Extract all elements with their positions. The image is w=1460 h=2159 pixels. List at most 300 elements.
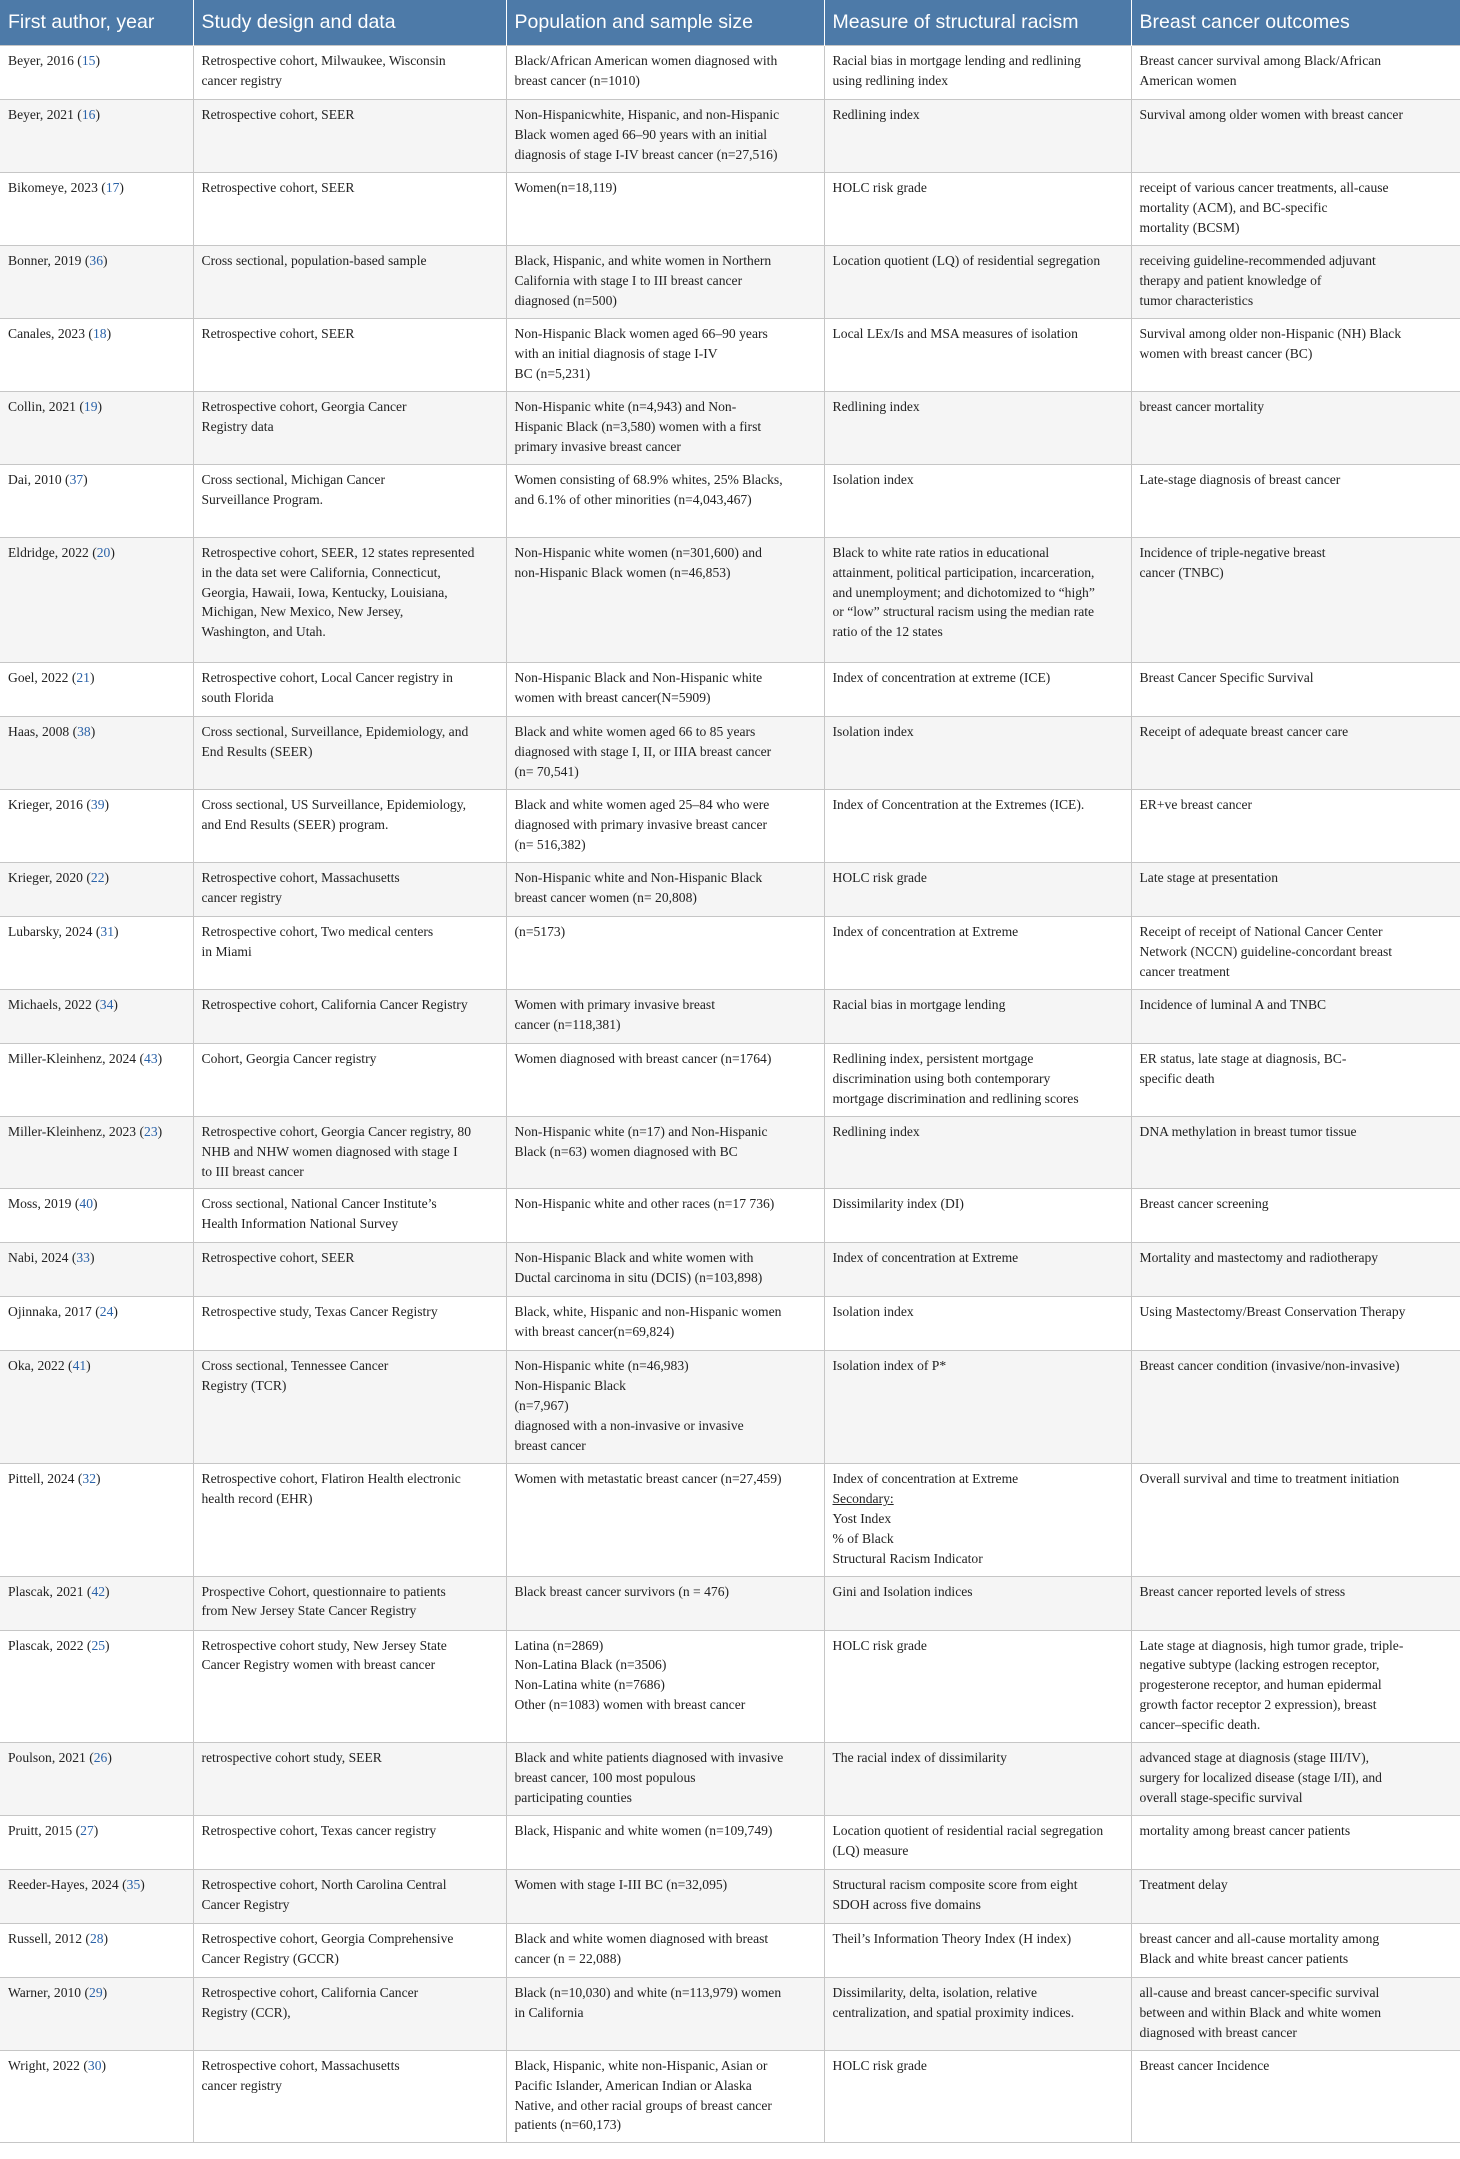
cell-author: Warner, 2010 (29): [0, 1977, 193, 2050]
population-line: Women diagnosed with breast cancer (n=1764): [514, 1050, 772, 1066]
cell-measure: [824, 1189, 1131, 1243]
population-line: Non-Hispanic white women (n=301,600) and: [514, 544, 762, 560]
reference-link[interactable]: 43: [144, 1050, 158, 1066]
design-line: Cross sectional, Surveillance, Epidemiology, and: [201, 723, 469, 739]
design-line: Retrospective cohort, Massachusetts: [201, 2057, 400, 2073]
table-row: [0, 1815, 1460, 1869]
measure-line: Dissimilarity, delta, isolation, relative: [832, 1984, 1037, 2000]
population-line: Black women aged 66–90 years with an initial: [514, 126, 768, 142]
cell-population: [506, 1243, 824, 1297]
cell-measure: [824, 1463, 1131, 1576]
measure-line: Index of concentration at Extreme: [832, 1470, 1019, 1486]
table-row: [0, 916, 1460, 989]
reference-link[interactable]: 38: [77, 723, 91, 739]
table-row: [0, 245, 1460, 318]
cell-population: [506, 1463, 824, 1576]
design-line: Georgia, Hawaii, Iowa, Kentucky, Louisiana,: [201, 584, 448, 600]
cell-measure: [824, 1043, 1131, 1116]
table-row: [0, 172, 1460, 245]
cell-population: [506, 537, 824, 662]
design-line: Cancer Registry women with breast cancer: [201, 1657, 436, 1673]
author-year: Plascak, 2021: [8, 1583, 84, 1599]
cell-population: [506, 716, 824, 789]
author-year: Collin, 2021: [8, 398, 76, 414]
reference-link[interactable]: 29: [89, 1984, 103, 2000]
cell-outcome: [1131, 245, 1460, 318]
measure-line: attainment, political participation, incarceration,: [832, 564, 1095, 580]
cell-design: [193, 1815, 506, 1869]
cell-measure: [824, 1743, 1131, 1816]
cell-measure: [824, 662, 1131, 716]
outcome-line: diagnosed with breast cancer: [1139, 2024, 1297, 2040]
design-line: Retrospective cohort, SEER: [201, 325, 355, 341]
cell-measure: [824, 1351, 1131, 1464]
population-line: in California: [514, 2004, 584, 2020]
author-year: Reeder-Hayes, 2024: [8, 1876, 119, 1892]
outcome-line: Survival among older women with breast cancer: [1139, 107, 1403, 122]
outcome-line: Breast cancer screening: [1139, 1196, 1269, 1212]
reference-link[interactable]: 31: [100, 923, 114, 939]
population-line: BC (n=5,231): [514, 365, 591, 381]
population-line: (n= 516,382): [514, 836, 586, 852]
cell-design: [193, 46, 506, 100]
outcome-line: Survival among older non-Hispanic (NH) Black: [1139, 325, 1402, 341]
cell-population: [506, 245, 824, 318]
population-line: Non-Hispanic white (n=17) and Non-Hispanic: [514, 1123, 768, 1139]
population-line: Black and white women aged 66 to 85 years: [514, 723, 756, 739]
population-line: Ductal carcinoma in situ (DCIS) (n=103,898): [514, 1270, 763, 1286]
population-line: breast cancer women (n= 20,808): [514, 889, 697, 905]
reference-link[interactable]: 17: [105, 179, 120, 195]
reference-link[interactable]: 42: [91, 1583, 106, 1599]
cell-population: [506, 1815, 824, 1869]
design-line: Retrospective cohort, California Cancer: [201, 1984, 419, 2000]
author-year: Moss, 2019: [8, 1196, 72, 1212]
design-line: Washington, and Utah.: [201, 624, 326, 640]
outcome-line: all-cause and breast cancer-specific survival: [1139, 1984, 1380, 2000]
header-population: Population and sample size: [506, 0, 824, 46]
population-line: Non-Latina white (n=7686): [514, 1677, 665, 1693]
reference-link[interactable]: 15: [81, 53, 96, 68]
design-line: End Results (SEER): [201, 743, 313, 759]
outcome-line: cancer treatment: [1139, 963, 1230, 979]
population-line: (n= 70,541): [514, 763, 579, 779]
design-line: Cohort, Georgia Cancer registry: [201, 1050, 377, 1066]
header-outcome: Breast cancer outcomes: [1131, 0, 1460, 46]
outcome-line: ER status, late stage at diagnosis, BC-: [1139, 1050, 1347, 1066]
cell-design: [193, 1043, 506, 1116]
author-year: Beyer, 2021: [8, 107, 74, 122]
measure-line: Isolation index: [832, 723, 914, 739]
outcome-line: tumor characteristics: [1139, 292, 1254, 308]
author-year: Plascak, 2022: [8, 1637, 84, 1653]
author-year: Miller-Kleinhenz, 2023: [8, 1123, 137, 1139]
cell-outcome: [1131, 1463, 1460, 1576]
measure-line: Index of concentration at extreme (ICE): [832, 669, 1051, 685]
cell-outcome: [1131, 537, 1460, 662]
population-line: Black, white, Hispanic and non-Hispanic women: [514, 1304, 782, 1320]
design-line: in the data set were California, Connecticut,: [201, 564, 441, 580]
design-line: Cross sectional, population-based sample: [201, 252, 427, 268]
reference-link[interactable]: 20: [96, 544, 111, 560]
outcome-line: overall stage-specific survival: [1139, 1789, 1303, 1805]
cell-outcome: [1131, 100, 1460, 173]
table-row: [0, 1869, 1460, 1923]
cell-design: [193, 1351, 506, 1464]
measure-line: Redlining index: [832, 398, 920, 414]
design-line: health record (EHR): [201, 1490, 313, 1506]
cell-measure: [824, 989, 1131, 1043]
table-row: [0, 989, 1460, 1043]
cell-design: [193, 172, 506, 245]
population-line: Women with stage I-III BC (n=32,095): [514, 1876, 728, 1892]
measure-line: Index of concentration at Extreme: [832, 1250, 1019, 1266]
population-line: with an initial diagnosis of stage I-IV: [514, 345, 718, 361]
cell-outcome: [1131, 789, 1460, 862]
cell-outcome: [1131, 1869, 1460, 1923]
cell-population: [506, 1977, 824, 2050]
design-line: retrospective cohort study, SEER: [201, 1750, 382, 1766]
header-measure: Measure of structural racism: [824, 0, 1131, 46]
cell-author: Plascak, 2021 (42): [0, 1576, 193, 1630]
measure-line: HOLC risk grade: [832, 2057, 927, 2073]
reference-link[interactable]: 27: [80, 1822, 94, 1838]
cell-outcome: [1131, 318, 1460, 391]
design-line: Retrospective cohort, Local Cancer registry in: [201, 669, 453, 685]
outcome-line: Network (NCCN) guideline-concordant breast: [1139, 943, 1393, 959]
table-row: [0, 662, 1460, 716]
reference-link[interactable]: 16: [81, 107, 96, 122]
outcome-line: Breast cancer Incidence: [1139, 2057, 1270, 2073]
cell-outcome: [1131, 1351, 1460, 1464]
reference-link[interactable]: 32: [82, 1470, 96, 1486]
population-line: diagnosis of stage I-IV breast cancer (n=27,516): [514, 146, 778, 162]
author-year: Bonner, 2019: [8, 252, 82, 268]
population-line: (n=7,967): [514, 1398, 569, 1414]
table-row: [0, 789, 1460, 862]
cell-design: [193, 537, 506, 662]
outcome-line: progesterone receptor, and human epidermal: [1139, 1677, 1382, 1693]
cell-measure: [824, 2050, 1131, 2143]
cell-author: Krieger, 2020 (22): [0, 862, 193, 916]
design-line: and End Results (SEER) program.: [201, 816, 389, 832]
design-line: Retrospective cohort, SEER: [201, 107, 355, 122]
cell-population: [506, 1576, 824, 1630]
reference-link[interactable]: 24: [99, 1304, 114, 1320]
cell-measure: [824, 1630, 1131, 1743]
cell-outcome: [1131, 172, 1460, 245]
table-row: [0, 1576, 1460, 1630]
measure-line: Index of Concentration at the Extremes (ICE).: [832, 796, 1085, 812]
cell-population: [506, 2050, 824, 2143]
cell-author: Poulson, 2021 (26): [0, 1743, 193, 1816]
table-row: [0, 716, 1460, 789]
population-line: primary invasive breast cancer: [514, 438, 681, 454]
cell-design: [193, 916, 506, 989]
header-design: Study design and data: [193, 0, 506, 46]
cell-measure: [824, 789, 1131, 862]
cell-population: [506, 1743, 824, 1816]
cell-design: [193, 789, 506, 862]
population-line: and 6.1% of other minorities (n=4,043,467): [514, 491, 752, 507]
cell-population: [506, 662, 824, 716]
outcome-line: specific death: [1139, 1070, 1215, 1086]
reference-link[interactable]: 19: [83, 398, 98, 414]
cell-population: [506, 100, 824, 173]
cell-outcome: [1131, 464, 1460, 537]
cell-author: Canales, 2023 (18): [0, 318, 193, 391]
outcome-line: Late stage at diagnosis, high tumor grade, triple-: [1139, 1637, 1404, 1653]
author-year: Warner, 2010: [8, 1984, 82, 2000]
population-line: Non-Hispanic Black and white women with: [514, 1250, 754, 1266]
cell-measure: [824, 916, 1131, 989]
design-line: Cancer Registry: [201, 1896, 290, 1912]
measure-line: Index of concentration at Extreme: [832, 923, 1019, 939]
measure-line: Dissimilarity index (DI): [832, 1196, 964, 1212]
cell-measure: [824, 172, 1131, 245]
outcome-line: Receipt of adequate breast cancer care: [1139, 723, 1349, 739]
population-line: Other (n=1083) women with breast cancer: [514, 1697, 746, 1713]
cell-outcome: [1131, 1743, 1460, 1816]
table-row: [0, 1351, 1460, 1464]
cell-population: [506, 1116, 824, 1189]
cell-author: Wright, 2022 (30): [0, 2050, 193, 2143]
population-line: Non-Hispanic white (n=46,983): [514, 1358, 689, 1374]
design-line: Retrospective cohort, Georgia Comprehensive: [201, 1930, 454, 1946]
population-line: cancer (n = 22,088): [514, 1950, 622, 1966]
reference-link[interactable]: 36: [89, 252, 103, 268]
outcome-line: advanced stage at diagnosis (stage III/IV),: [1139, 1750, 1369, 1766]
reference-link[interactable]: 37: [69, 471, 84, 487]
author-year: Oka, 2022: [8, 1358, 65, 1374]
table-row: [0, 862, 1460, 916]
outcome-line: mortality among breast cancer patients: [1139, 1822, 1351, 1838]
table-row: [0, 46, 1460, 100]
measure-line: and unemployment; and dichotomized to “high”: [832, 584, 1095, 600]
reference-link[interactable]: 41: [72, 1358, 87, 1374]
table-row: [0, 1923, 1460, 1977]
cell-population: [506, 1189, 824, 1243]
measure-line: (LQ) measure: [832, 1842, 909, 1858]
cell-design: [193, 318, 506, 391]
outcome-line: receiving guideline-recommended adjuvant: [1139, 252, 1376, 268]
cell-population: [506, 172, 824, 245]
design-line: Cross sectional, US Surveillance, Epidemiology,: [201, 796, 467, 812]
cell-author: Collin, 2021 (19): [0, 391, 193, 464]
measure-line: The racial index of dissimilarity: [832, 1750, 1007, 1766]
cell-design: [193, 1116, 506, 1189]
outcome-line: Receipt of receipt of National Cancer Center: [1139, 923, 1383, 939]
population-line: California with stage I to III breast cancer: [514, 272, 743, 288]
cell-design: [193, 716, 506, 789]
table-body: [0, 46, 1460, 2143]
reference-link[interactable]: 26: [93, 1750, 108, 1766]
measure-line: HOLC risk grade: [832, 869, 927, 885]
population-line: Non-Hispanic Black women aged 66–90 years: [514, 325, 768, 341]
cell-design: [193, 391, 506, 464]
cell-measure: [824, 46, 1131, 100]
measure-line: Location quotient of residential racial segregation: [832, 1822, 1104, 1838]
cell-outcome: [1131, 1815, 1460, 1869]
population-line: Black and white patients diagnosed with invasive: [514, 1750, 784, 1766]
cell-author: Russell, 2012 (28): [0, 1923, 193, 1977]
cell-author: Lubarsky, 2024 (31): [0, 916, 193, 989]
table-row: [0, 1463, 1460, 1576]
cell-author: Pruitt, 2015 (27): [0, 1815, 193, 1869]
outcome-line: mortality (BCSM): [1139, 219, 1240, 235]
population-line: breast cancer, 100 most populous: [514, 1769, 696, 1785]
cell-measure: [824, 1869, 1131, 1923]
cell-measure: [824, 862, 1131, 916]
measure-line: centralization, and spatial proximity indices.: [832, 2004, 1075, 2020]
cell-outcome: [1131, 1923, 1460, 1977]
design-line: Retrospective cohort, SEER: [201, 1250, 355, 1266]
measure-line: Location quotient (LQ) of residential segregation: [832, 252, 1101, 268]
cell-design: [193, 862, 506, 916]
cell-population: [506, 1923, 824, 1977]
population-line: women with breast cancer(N=5909): [514, 689, 711, 705]
design-line: cancer registry: [201, 72, 282, 88]
population-line: Non-Hispanicwhite, Hispanic, and non-Hispanic: [514, 107, 780, 122]
reference-link[interactable]: 25: [91, 1637, 106, 1653]
reference-link[interactable]: 23: [144, 1123, 158, 1139]
outcome-line: surgery for localized disease (stage I/II), and: [1139, 1769, 1382, 1785]
population-line: Women(n=18,119): [514, 179, 617, 195]
outcome-line: Breast Cancer Specific Survival: [1139, 669, 1314, 685]
cell-design: [193, 662, 506, 716]
table-row: [0, 464, 1460, 537]
population-line: Non-Hispanic white and other races (n=17 736): [514, 1196, 775, 1212]
cell-author: Plascak, 2022 (25): [0, 1630, 193, 1743]
design-line: south Florida: [201, 689, 274, 705]
design-line: Surveillance Program.: [201, 491, 324, 507]
measure-line: Structural Racism Indicator: [832, 1550, 983, 1566]
author-year: Goel, 2022: [8, 669, 69, 685]
outcome-line: breast cancer and all-cause mortality among: [1139, 1930, 1380, 1946]
reference-link[interactable]: 33: [76, 1250, 90, 1266]
reference-link[interactable]: 35: [126, 1876, 141, 1892]
design-line: NHB and NHW women diagnosed with stage I: [201, 1143, 458, 1159]
population-line: Non-Hispanic white (n=4,943) and Non-: [514, 398, 737, 414]
cell-measure: [824, 464, 1131, 537]
cell-outcome: [1131, 1043, 1460, 1116]
cell-outcome: [1131, 1630, 1460, 1743]
cell-measure: [824, 245, 1131, 318]
cell-author: Miller-Kleinhenz, 2023 (23): [0, 1116, 193, 1189]
design-line: Health Information National Survey: [201, 1216, 399, 1232]
design-line: Registry (TCR): [201, 1378, 287, 1394]
cell-author: Bikomeye, 2023 (17): [0, 172, 193, 245]
reference-link[interactable]: 21: [76, 669, 90, 685]
cell-author: Dai, 2010 (37): [0, 464, 193, 537]
cell-design: [193, 1243, 506, 1297]
cell-author: Michaels, 2022 (34): [0, 989, 193, 1043]
outcome-line: American women: [1139, 72, 1237, 88]
author-year: Wright, 2022: [8, 2057, 80, 2073]
reference-link[interactable]: 22: [90, 869, 105, 885]
measure-line: HOLC risk grade: [832, 1637, 927, 1653]
cell-design: [193, 245, 506, 318]
table-row: [0, 2050, 1460, 2143]
cell-design: [193, 1869, 506, 1923]
author-year: Ojinnaka, 2017: [8, 1304, 92, 1320]
reference-link[interactable]: 40: [79, 1196, 93, 1212]
outcome-line: breast cancer mortality: [1139, 398, 1265, 414]
population-line: Non-Hispanic Black and Non-Hispanic white: [514, 669, 763, 685]
measure-line: Redlining index: [832, 107, 920, 122]
cell-author: Reeder-Hayes, 2024 (35): [0, 1869, 193, 1923]
cell-outcome: [1131, 2050, 1460, 2143]
design-line: Retrospective cohort, Texas cancer registry: [201, 1822, 437, 1838]
design-line: Cross sectional, Tennessee Cancer: [201, 1358, 389, 1374]
author-year: Bikomeye, 2023: [8, 179, 98, 195]
outcome-line: Black and white breast cancer patients: [1139, 1950, 1349, 1966]
population-line: Hispanic Black (n=3,580) women with a first: [514, 418, 762, 434]
cell-population: [506, 1869, 824, 1923]
table-row: [0, 1297, 1460, 1351]
cell-author: Haas, 2008 (38): [0, 716, 193, 789]
reference-link[interactable]: 30: [87, 2057, 102, 2073]
design-line: Retrospective cohort, SEER: [201, 179, 355, 195]
author-year: Beyer, 2016: [8, 53, 74, 68]
outcome-line: between and within Black and white women: [1139, 2004, 1382, 2020]
author-year: Michaels, 2022: [8, 996, 92, 1012]
author-year: Eldridge, 2022: [8, 544, 89, 560]
cell-outcome: [1131, 716, 1460, 789]
measure-line: Isolation index of P*: [832, 1358, 947, 1374]
table-row: [0, 391, 1460, 464]
measure-line: HOLC risk grade: [832, 179, 927, 195]
reference-link[interactable]: 34: [99, 996, 114, 1012]
outcome-line: women with breast cancer (BC): [1139, 345, 1313, 361]
population-line: breast cancer: [514, 1438, 586, 1454]
outcome-line: Using Mastectomy/Breast Conservation Therapy: [1139, 1304, 1406, 1320]
table-header: [0, 0, 1460, 46]
population-line: (n=5173): [514, 923, 566, 939]
author-year: Miller-Kleinhenz, 2024: [8, 1050, 137, 1066]
population-line: Pacific Islander, American Indian or Alaska: [514, 2077, 752, 2093]
population-line: Non-Hispanic Black: [514, 1378, 626, 1394]
population-line: breast cancer (n=1010): [514, 72, 640, 88]
cell-population: [506, 1043, 824, 1116]
cell-design: [193, 989, 506, 1043]
reference-link[interactable]: 18: [92, 325, 107, 341]
cell-population: [506, 46, 824, 100]
design-line: Retrospective cohort, Georgia Cancer registry, 80: [201, 1123, 472, 1139]
cell-population: [506, 1351, 824, 1464]
reference-link[interactable]: 28: [89, 1930, 104, 1946]
design-line: Cross sectional, National Cancer Institute’s: [201, 1196, 437, 1212]
design-line: Retrospective study, Texas Cancer Registry: [201, 1304, 438, 1320]
design-line: Michigan, New Mexico, New Jersey,: [201, 604, 404, 620]
reference-link[interactable]: 39: [90, 796, 105, 812]
author-year: Canales, 2023: [8, 325, 86, 341]
population-line: Black breast cancer survivors (n = 476): [514, 1583, 730, 1599]
cell-outcome: [1131, 1576, 1460, 1630]
cell-outcome: [1131, 46, 1460, 100]
population-line: Non-Hispanic white and Non-Hispanic Black: [514, 869, 763, 885]
measure-line: Isolation index: [832, 471, 914, 487]
population-line: Black, Hispanic, white non-Hispanic, Asian or: [514, 2057, 768, 2073]
cell-design: [193, 1743, 506, 1816]
cell-design: [193, 1977, 506, 2050]
cell-outcome: [1131, 916, 1460, 989]
population-line: diagnosed with stage I, II, or IIIA breast cancer: [514, 743, 772, 759]
cell-design: [193, 464, 506, 537]
population-line: Women with primary invasive breast: [514, 996, 715, 1012]
author-year: Krieger, 2020: [8, 869, 83, 885]
cell-design: [193, 1189, 506, 1243]
